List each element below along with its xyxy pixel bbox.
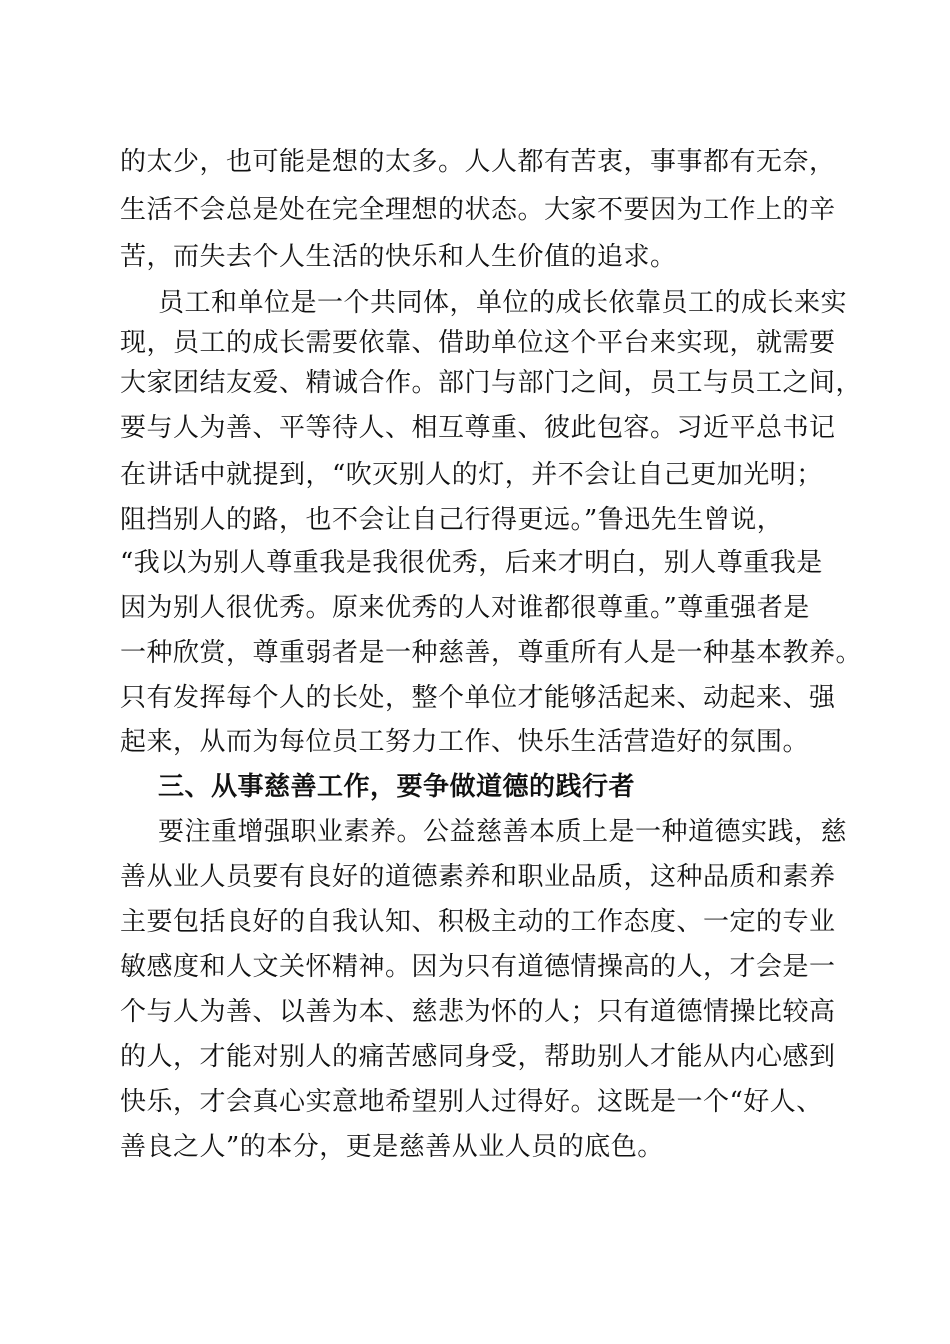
text-line: 员工和单位是一个共同体，单位的成长依靠员工的成长来实 <box>158 288 848 318</box>
text-line: 因为别人很优秀。原来优秀的人对谁都很尊重。”尊重强者是 <box>120 593 810 623</box>
text-line: 善从业人员要有良好的道德素养和职业品质，这种品质和素养 <box>120 862 836 892</box>
text-line: 主要包括良好的自我认知、积极主动的工作态度、一定的专业 <box>120 907 836 937</box>
text-line: 起来，从而为每位员工努力工作、快乐生活营造好的氛围。 <box>120 727 810 757</box>
text-line: 大家团结友爱、精诚合作。部门与部门之间，员工与员工之间， <box>120 368 863 398</box>
text-line: 阻挡别人的路，也不会让自己行得更远。”鲁迅先生曾说， <box>120 505 784 535</box>
text-line: 一种欣赏，尊重弱者是一种慈善，尊重所有人是一种基本教养。 <box>120 638 863 668</box>
text-line: 在讲话中就提到，“吹灭别人的灯，并不会让自己更加光明； <box>120 460 823 490</box>
text-line: 个与人为善、以善为本、慈悲为怀的人；只有道德情操比较高 <box>120 997 836 1027</box>
text-line: 要注重增强职业素养。公益慈善本质上是一种道德实践，慈 <box>158 817 848 847</box>
text-line: 要与人为善、平等待人、相互尊重、彼此包容。习近平总书记 <box>120 413 836 443</box>
text-line: 现，员工的成长需要依靠、借助单位这个平台来实现，就需要 <box>120 328 836 358</box>
section-heading: 三、从事慈善工作，要争做道德的践行者 <box>158 772 636 802</box>
text-line: 快乐，才会真心实意地希望别人过得好。这既是一个“好人、 <box>120 1087 823 1117</box>
text-line: “我以为别人尊重我是我很优秀，后来才明白，别人尊重我是 <box>120 548 823 578</box>
text-line: 苦，而失去个人生活的快乐和人生价值的追求。 <box>120 242 677 272</box>
text-line: 的人，才能对别人的痛苦感同身受，帮助别人才能从内心感到 <box>120 1042 836 1072</box>
text-line: 敏感度和人文关怀精神。因为只有道德情操高的人，才会是一 <box>120 952 836 982</box>
text-line: 只有发挥每个人的长处，整个单位才能够活起来、动起来、强 <box>120 683 836 713</box>
text-line: 的太少，也可能是想的太多。人人都有苦衷，事事都有无奈， <box>120 147 836 177</box>
text-line: 善良之人”的本分，更是慈善从业人员的底色。 <box>120 1132 664 1162</box>
text-line: 生活不会总是处在完全理想的状态。大家不要因为工作上的辛 <box>120 195 836 225</box>
